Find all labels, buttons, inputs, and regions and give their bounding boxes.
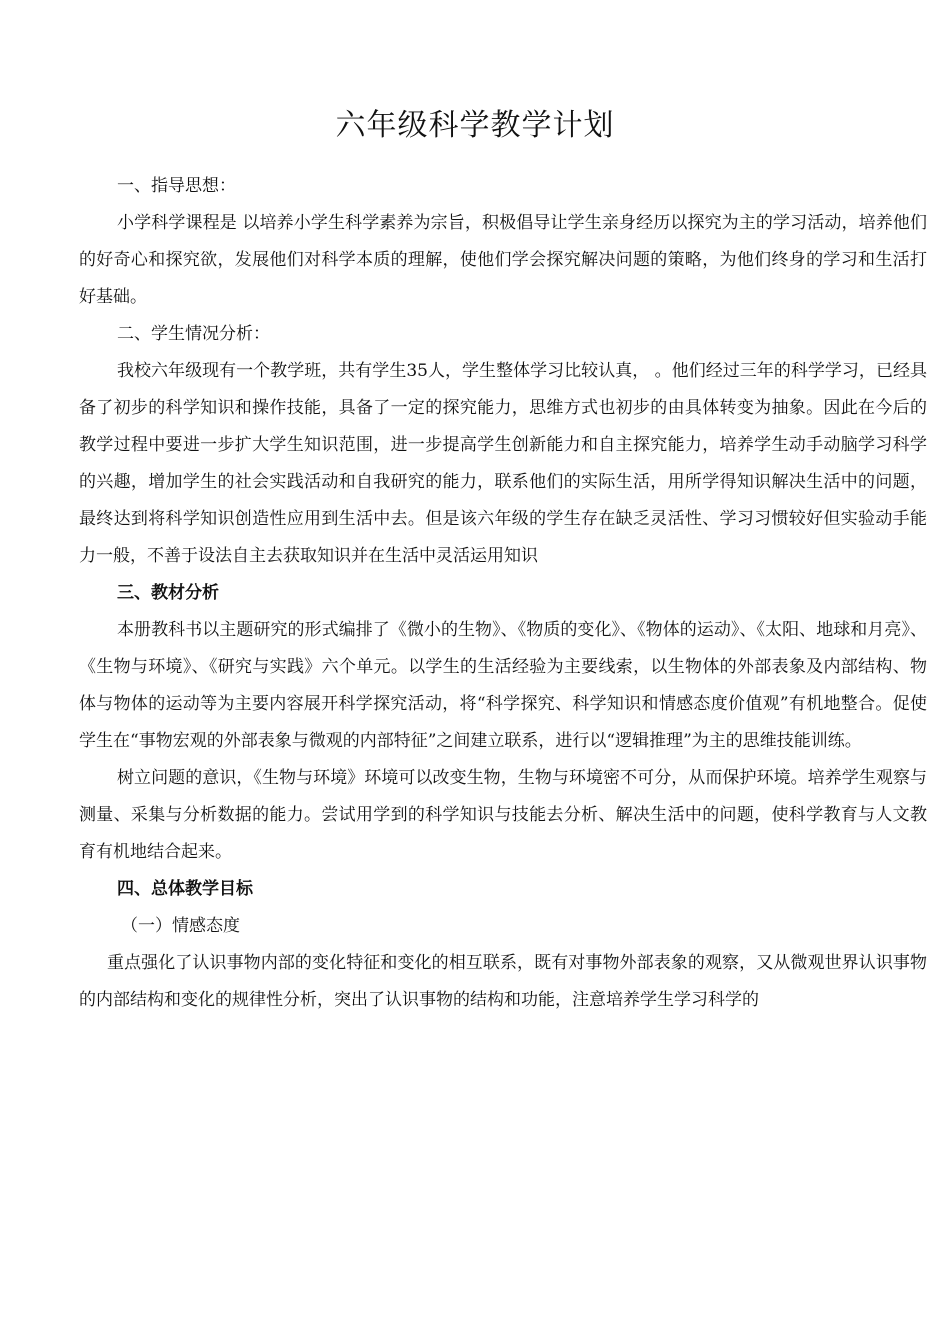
paragraph-textbook-analysis-2: 树立问题的意识，《生物与环境》环境可以改变生物，生物与环境密不可分，从而保护环境。培养学生观察与测量、采集与分析数据的能力。尝试用学到的科学知识与技能去分析、解决生活中的问题，使科学教育与人文教育有机地结合起来。: [79, 768, 927, 862]
paragraph-student-analysis: 我校六年级现有一个教学班，共有学生35人，学生整体学习比较认真， 。他们经过三年的科学学习，已经具备了初步的科学知识和操作技能，具备了一定的探究能力，思维方式也初步的由具体转变为抽象。因此在今后的教学过程中要进一步扩大学生知识范围，进一步提高学生创新能力和自主探究能力，培养学生动手动脑学习科学的兴趣，增加学生的社会实践活动和自我研究的能力，联系他们的实际生活，用所学得知识解决生活中的问题，最终达到将科学知识创造性应用到生活中去。但是该六年级的学生存在缺乏灵活性、学习习惯较好但实验动手能力一般，不善于设法自主去获取知识并在生活中灵活运用知识: [79, 361, 927, 566]
subsection-heading-emotional-attitude: （一）情感态度: [121, 916, 240, 936]
section-heading-guiding-thought: 一、指导思想：: [117, 176, 236, 196]
section-heading-teaching-goals: 四、总体教学目标: [117, 879, 253, 899]
paragraph-textbook-analysis-1: 本册教科书以主题研究的形式编排了《微小的生物》、《物质的变化》、《物体的运动》、《太阳、地球和月亮》、《生物与环境》、《研究与实践》六个单元。以学生的生活经验为主要线索，以生物体的外部表象及内部结构、物体与物体的运动等为主要内容展开科学探究活动，将“科学探究、科学知识和情感态度价值观”有机地整合。促使学生在“事物宏观的外部表象与微观的内部特征”之间建立联系，进行以“逻辑推理”为主的思维技能训练。: [79, 620, 927, 751]
paragraph-emotional-attitude: 重点强化了认识事物内部的变化特征和变化的相互联系，既有对事物外部表象的观察，又从微观世界认识事物的内部结构和变化的规律性分析，突出了认识事物的结构和功能，注意培养学生学习科学的: [79, 953, 927, 1010]
section-heading-textbook-analysis: 三、教材分析: [117, 583, 219, 603]
document-title: 六年级科学教学计划: [335, 108, 615, 143]
document-body: [79, 168, 927, 1019]
paragraph-guiding-thought: 小学科学课程是 以培养小学生科学素养为宗旨，积极倡导让学生亲身经历以探究为主的学习活动，培养他们的好奇心和探究欲，发展他们对科学本质的理解，使他们学会探究解决问题的策略，为他们终身的学习和生活打好基础。: [79, 213, 927, 307]
section-heading-student-analysis: 二、学生情况分析：: [117, 324, 270, 344]
